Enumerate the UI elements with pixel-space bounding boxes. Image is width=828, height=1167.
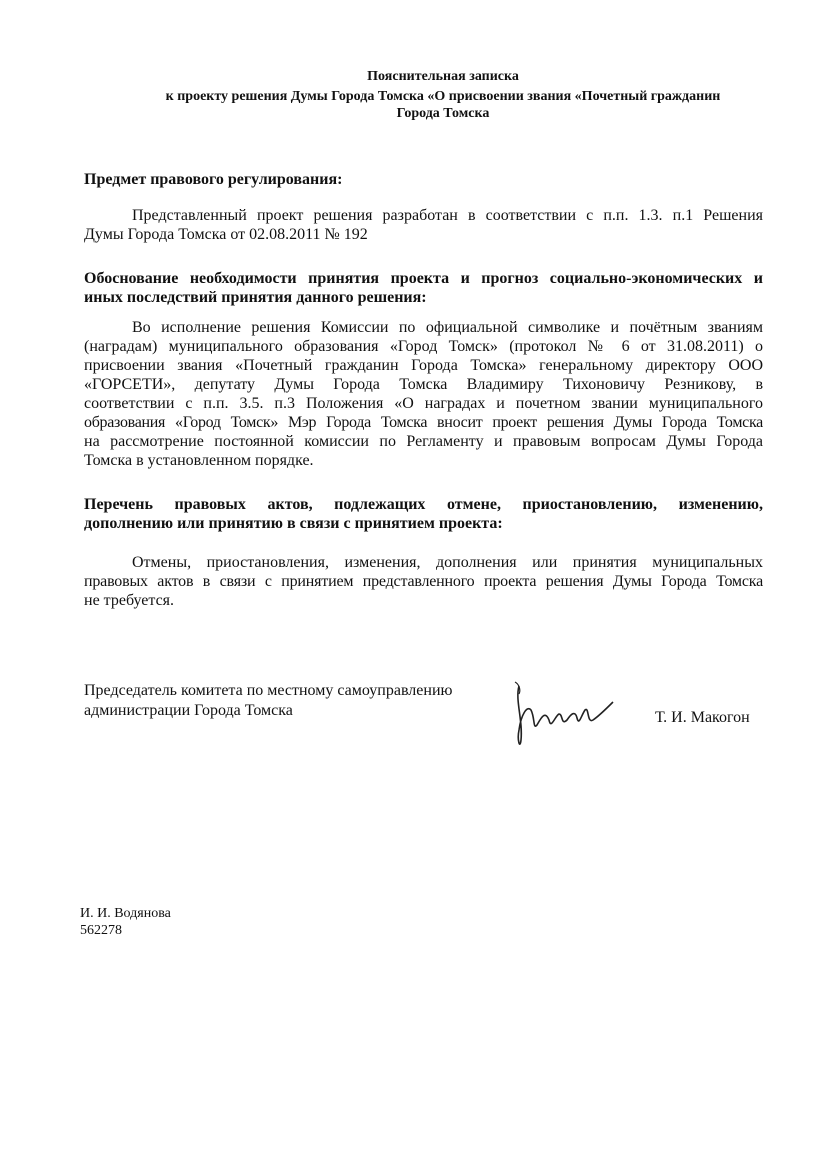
executor-phone: 562278 xyxy=(80,923,122,938)
title-line: Города Томска xyxy=(396,106,490,121)
paragraph-line: «ГОРСЕТИ», депутату Думы Города Томска Владимиру Тихоновичу Резникову, в xyxy=(84,376,763,393)
signatory-position: Председатель комитета по местному самоуправлению xyxy=(84,682,453,699)
paragraph-line: Томска в установленном порядке. xyxy=(84,452,314,469)
section-heading: Обоснование необходимости принятия проекта и прогноз социально-экономических и xyxy=(84,270,763,287)
paragraph-line: присвоении звания «Почетный гражданин Города Томска» генеральному директору ООО xyxy=(84,357,763,374)
paragraph-line: не требуется. xyxy=(84,592,175,609)
paragraph-line: (наградам) муниципального образования «Город Томск» (протокол № 6 от 31.08.2011) о xyxy=(84,338,763,355)
paragraph-line: Отмены, приостановления, изменения, дополнения или принятия муниципальных xyxy=(132,554,763,571)
section-heading: Перечень правовых актов, подлежащих отмене, приостановлению, изменению, xyxy=(84,496,763,513)
signatory-name: Т. И. Макогон xyxy=(655,709,750,726)
executor-name: И. И. Водянова xyxy=(80,906,171,921)
section-heading: дополнению или принятию в связи с принятием проекта: xyxy=(84,515,503,532)
paragraph-line: правовых актов в связи с принятием представленного проекта решения Думы Города Томска xyxy=(84,573,763,590)
section-heading: иных последствий принятия данного решения: xyxy=(84,289,427,306)
paragraph-line: Думы Города Томска от 02.08.2011 № 192 xyxy=(84,226,368,243)
title-line: к проекту решения Думы Города Томска «О присвоении звания «Почетный гражданин xyxy=(165,89,721,104)
paragraph-line: соответствии с п.п. 3.5. п.3 Положения «О наградах и почетном звании муниципального xyxy=(84,395,763,412)
paragraph-line: образования «Город Томск» Мэр Города Томска вносит проект решения Думы Города Томска xyxy=(84,414,763,431)
handwritten-signature-icon xyxy=(505,680,620,755)
title-line: Пояснительная записка xyxy=(367,69,519,84)
section-heading: Предмет правового регулирования: xyxy=(84,171,343,188)
paragraph-line: на рассмотрение постоянной комиссии по Регламенту и правовым вопросам Думы Города xyxy=(84,433,763,450)
paragraph-line: Представленный проект решения разработан в соответствии с п.п. 1.3. п.1 Решения xyxy=(132,207,763,224)
signatory-position: администрации Города Томска xyxy=(84,702,293,719)
paragraph-line: Во исполнение решения Комиссии по официальной символике и почётным званиям xyxy=(132,319,763,336)
